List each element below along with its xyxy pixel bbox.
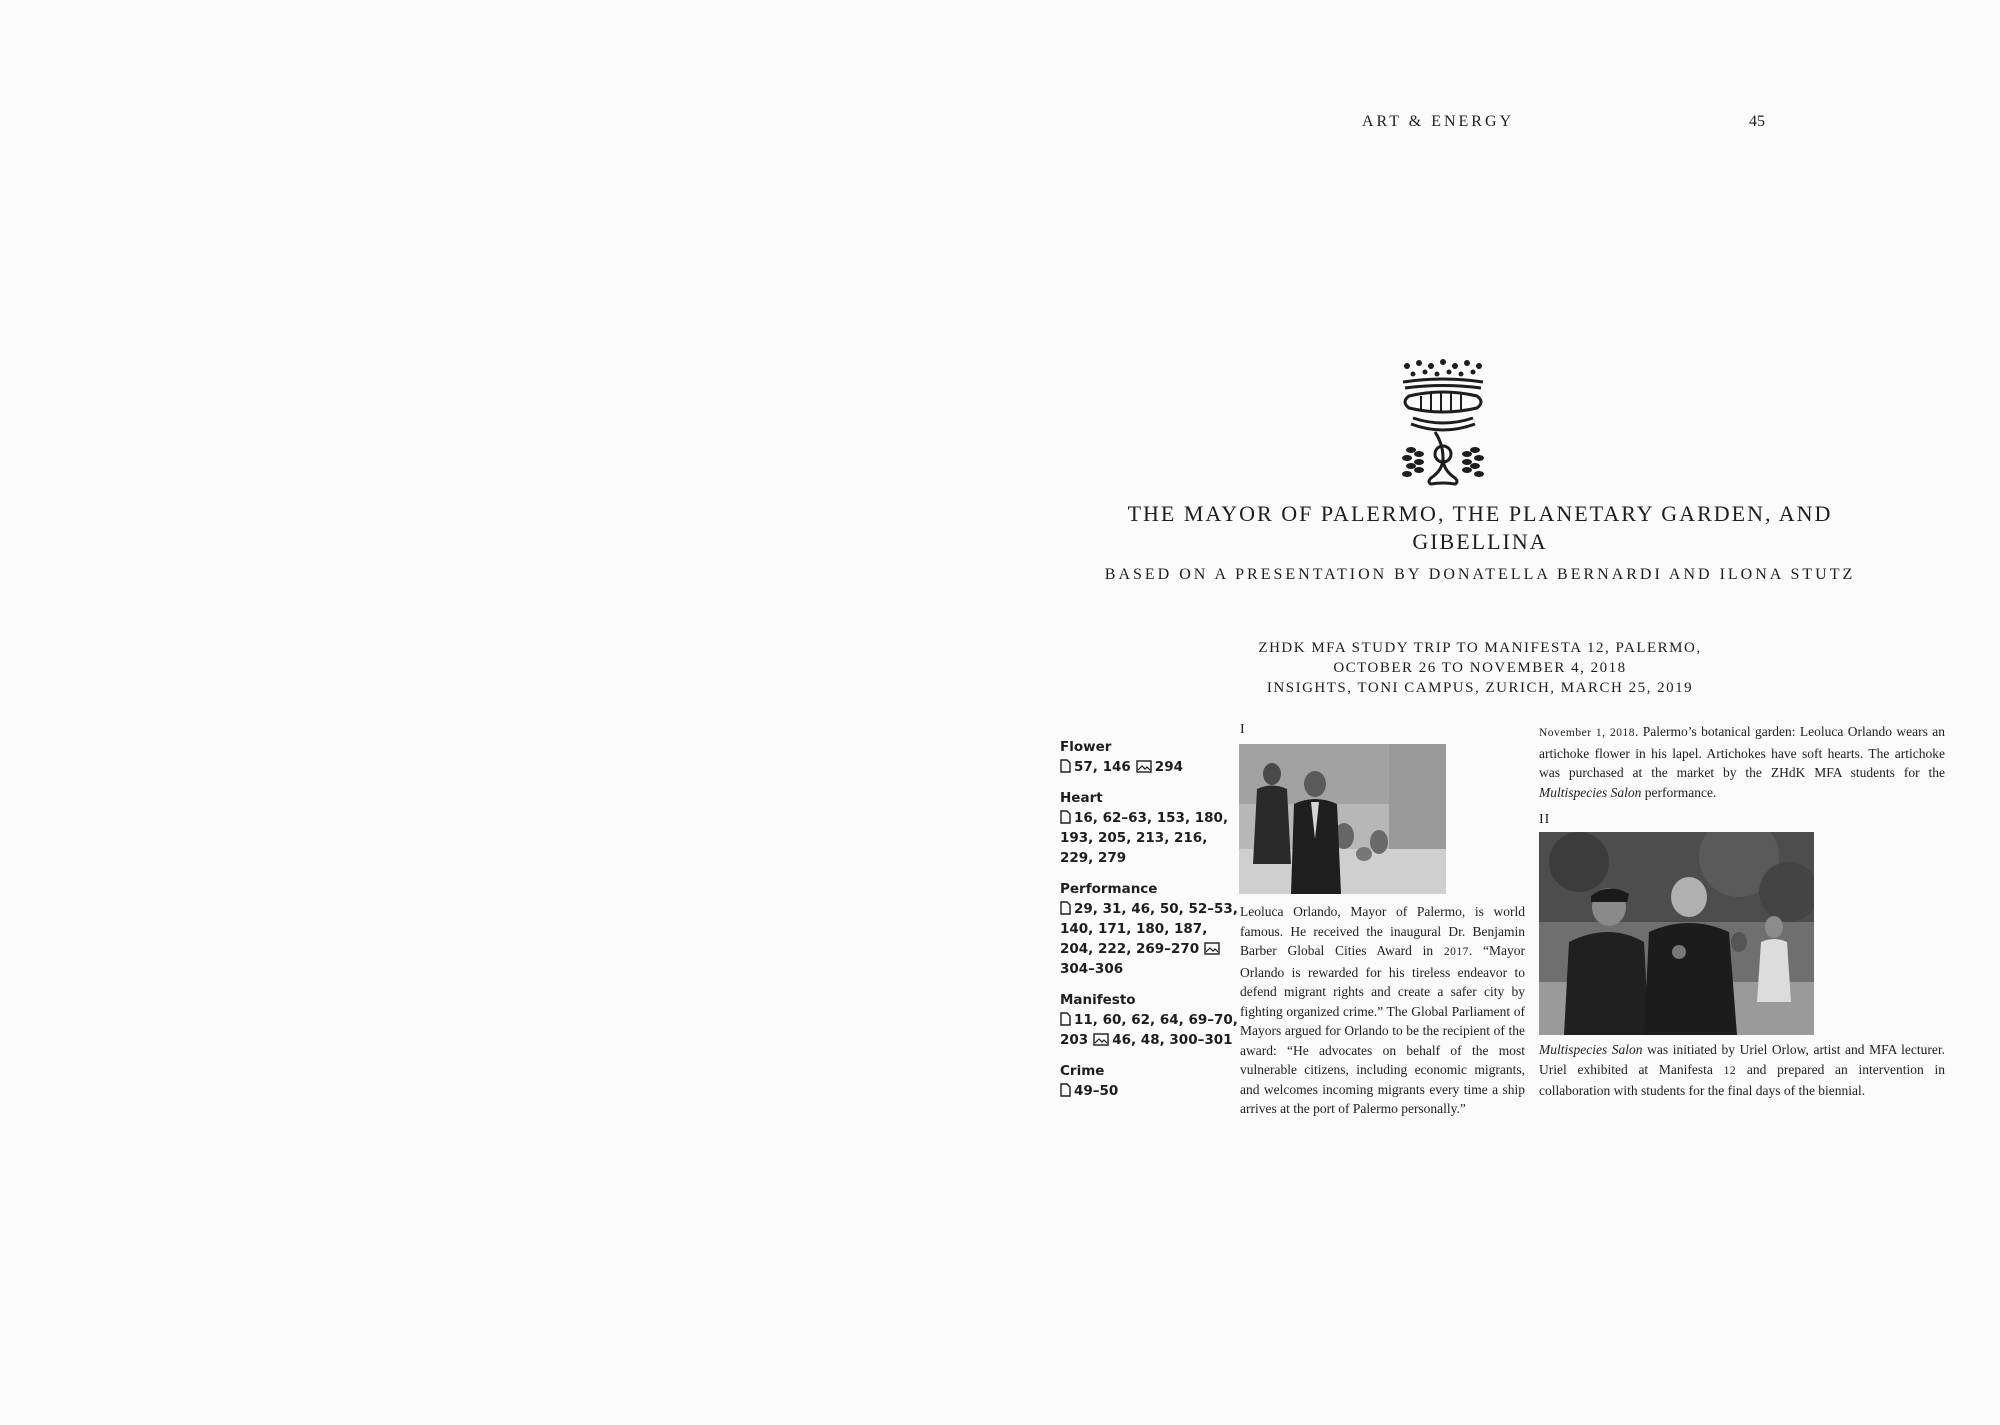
index-entry [1060,990,1240,1050]
index-term: Heart [1060,790,1103,806]
article-title: THE MAYOR OF PALERMO, THE PLANETARY GARDEN, AND GIBELLINA [1127,501,1833,554]
image-page-refs: 46, 48, 300–301 [1112,1032,1233,1048]
text-page-refs: 16, 62–63, 153, 180, 193, 205, 213, 216, 229, 279 [1060,810,1229,866]
image-page-refs: 294 [1154,759,1183,775]
index-term: Crime [1060,1063,1105,1079]
caption-figure-1: Leoluca Orlando, Mayor of Palermo, is world famous. He received the inaugural Dr. Benjamin Barber Global Cities Award in 2017. “Mayor Orlando is rewarded for his tireless endeavor to defend migrant rights and create a safer city by fighting organized crime.” The Global Parliament of Mayors argued for Orlando to be the recipient of the award: “He advocates on behalf of the most vulnerable citizens, including economic migrants, and welcomes incoming migrants every time a ship arrives at the port of Palermo personally.” [1240,904,1525,1116]
index-references [1060,1081,1240,1101]
index-references [1060,808,1240,868]
document-icon [1060,810,1071,824]
article-subtitle: BASED ON A PRESENTATION BY DONATELLA BERNARDI AND ILONA STUTZ [1104,566,1856,583]
flower-heart-emblem-icon [1395,358,1491,490]
index-term: Performance [1060,881,1158,897]
document-icon [1060,901,1071,915]
index-entry [1060,737,1240,777]
document-icon [1060,1083,1071,1097]
index-entry [1060,788,1240,868]
figure-numeral: I [1240,722,1246,737]
text-page-refs: 11, 60, 62, 64, 69–70, 203 [1060,1012,1238,1048]
index-term: Flower [1060,739,1112,755]
index-references [1060,1010,1240,1050]
article-meta [1080,638,1880,698]
document-icon [1060,1012,1071,1026]
running-head: ART & ENERGY [1362,113,1515,130]
index-entry [1060,879,1240,979]
caption-figure-2-bottom: Multispecies Salon was initiated by Uriel Orlow, artist and MFA lecturer. Uriel exhibited at Manifesta 12 and prepared an intervention in collaboration with students for the final days of the biennial. [1539,1042,1946,1098]
image-icon [1136,760,1152,773]
index-entry [1060,1061,1240,1101]
index-term: Manifesto [1060,992,1136,1008]
caption-figure-2-top: November 1, 2018. Palermo’s botanical garden: Leoluca Orlando wears an artichoke flower in his lapel. Artichokes have soft hearts. The artichoke was purchased at the market by the ZHdK MFA students for the Multispecies Salon performance. [1539,724,1946,800]
text-page-refs: 57, 146 [1074,759,1131,775]
index-references [1060,757,1240,777]
index-references [1060,899,1240,979]
image-icon [1093,1033,1109,1046]
meta-line: OCTOBER 26 TO NOVEMBER 4, 2018 [1333,660,1627,676]
image-icon [1204,942,1220,955]
meta-line: INSIGHTS, TONI CAMPUS, ZURICH, MARCH 25, 2019 [1266,680,1694,696]
image-page-refs: 304–306 [1060,961,1124,977]
text-page-refs: 49–50 [1074,1083,1119,1099]
photo-mayor-orlando [1239,744,1446,894]
page-number: 45 [1749,113,1765,130]
text-page-refs: 29, 31, 46, 50, 52–53, 140, 171, 180, 187, 204, 222, 269–270 [1060,901,1238,957]
keyword-index [1060,737,1240,1112]
meta-line: ZHDK MFA STUDY TRIP TO MANIFESTA 12, PALERMO, [1258,640,1702,656]
figure-numeral: II [1539,812,1551,827]
document-icon [1060,759,1071,773]
photo-artichoke-lapel [1539,832,1814,1035]
